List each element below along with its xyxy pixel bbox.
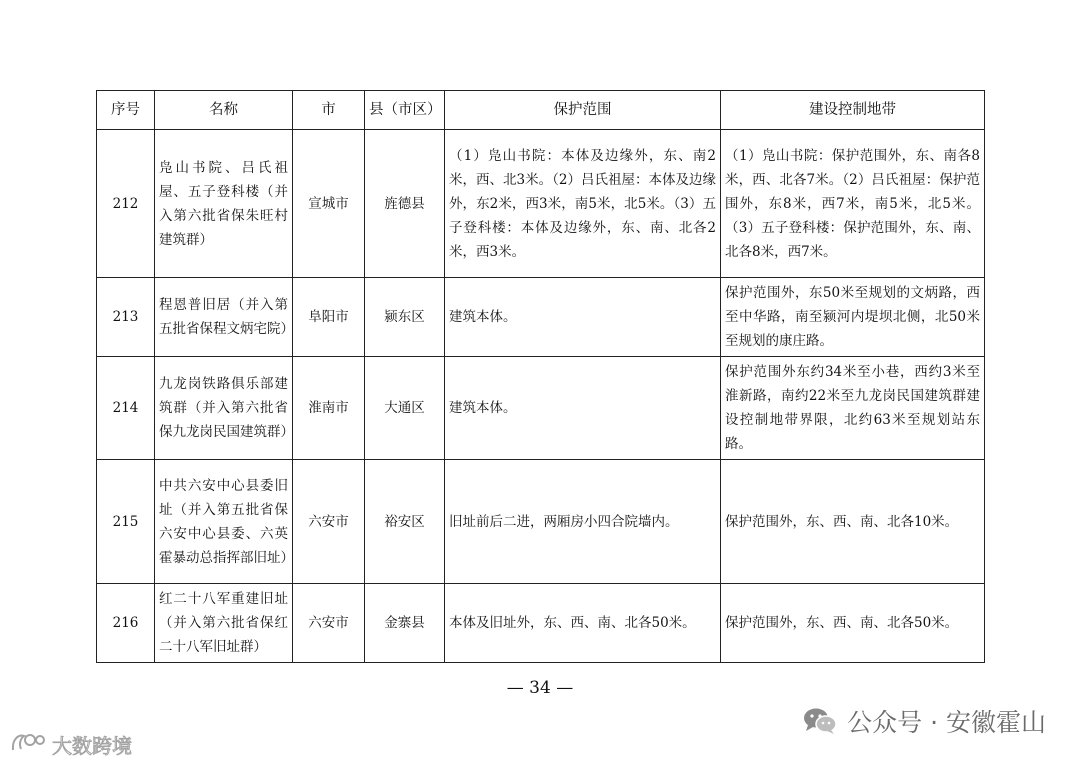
cell-no: 216 xyxy=(97,584,155,663)
cell-city: 淮南市 xyxy=(293,357,365,460)
cell-protection-scope: 建筑本体。 xyxy=(445,278,721,357)
table-row xyxy=(97,278,985,357)
cell-control-zone: 保护范围外，东、西、南、北各10米。 xyxy=(721,460,985,584)
cell-control-zone: 保护范围外东约34米至小巷，西约3米至淮新路，南约22米至九龙岗民国建筑群建设控制地带界限，北约63米至规划站东路。 xyxy=(721,357,985,460)
cell-control-zone: 保护范围外，东、西、南、北各50米。 xyxy=(721,584,985,663)
cell-no: 214 xyxy=(97,357,155,460)
cell-city: 六安市 xyxy=(293,584,365,663)
cell-protection-scope: 建筑本体。 xyxy=(445,357,721,460)
header-city: 市 xyxy=(293,91,365,130)
watermark-brand-text: 大数跨境 xyxy=(52,734,132,758)
watermark-brand xyxy=(10,730,132,759)
cell-no: 213 xyxy=(97,278,155,357)
relics-table xyxy=(96,90,985,663)
table-row xyxy=(97,130,985,278)
table-row xyxy=(97,357,985,460)
cell-name: 程恩普旧居（并入第五批省保程文炳宅院） xyxy=(155,278,293,357)
cell-control-zone: （1）凫山书院：保护范围外，东、南各8米，西、北各7米。（2）吕氏祖屋：保护范围外，东8米，西7米，南5米，北5米。（3）五子登科楼：保护范围外，东、南、北各8米，西7米。 xyxy=(721,130,985,278)
page-number: — 34 — xyxy=(506,678,574,698)
cell-county: 大通区 xyxy=(365,357,445,460)
cell-protection-scope: 旧址前后二进，两厢房小四合院墙内。 xyxy=(445,460,721,584)
header-no: 序号 xyxy=(97,91,155,130)
table-row xyxy=(97,584,985,663)
header-protection-scope: 保护范围 xyxy=(445,91,721,130)
cell-county: 颍东区 xyxy=(365,278,445,357)
cell-protection-scope: （1）凫山书院：本体及边缘外，东、南2米，西、北3米。（2）吕氏祖屋：本体及边缘外，东2米，西3米，南5米，北5米。（3）五子登科楼：本体及边缘外，东、南、北各2米，西3米。 xyxy=(445,130,721,278)
wechat-icon xyxy=(803,707,837,735)
cell-name: 中共六安中心县委旧址（并入第五批省保六安中心县委、六英霍暴动总指挥部旧址） xyxy=(155,460,293,584)
table-header-row xyxy=(97,91,985,130)
header-control-zone: 建设控制地带 xyxy=(721,91,985,130)
cell-no: 215 xyxy=(97,460,155,584)
cell-city: 宣城市 xyxy=(293,130,365,278)
watermark-wechat-text: 公众号 · 安徽霍山 xyxy=(847,708,1046,737)
header-county: 县（市区） xyxy=(365,91,445,130)
cell-no: 212 xyxy=(97,130,155,278)
cell-city: 阜阳市 xyxy=(293,278,365,357)
cell-control-zone: 保护范围外，东50米至规划的文炳路，西至中华路，南至颍河内堤坝北侧，北50米至规划的康庄路。 xyxy=(721,278,985,357)
cell-county: 裕安区 xyxy=(365,460,445,584)
cell-name: 九龙岗铁路俱乐部建筑群（并入第六批省保九龙岗民国建筑群） xyxy=(155,357,293,460)
cell-city: 六安市 xyxy=(293,460,365,584)
cell-county: 金寨县 xyxy=(365,584,445,663)
cell-name: 凫山书院、吕氏祖屋、五子登科楼（并入第六批省保朱旺村建筑群） xyxy=(155,130,293,278)
table-row xyxy=(97,460,985,584)
header-name: 名称 xyxy=(155,91,293,130)
watermark-wechat xyxy=(803,703,1046,739)
logo-icon xyxy=(10,730,46,759)
cell-county: 旌德县 xyxy=(365,130,445,278)
cell-protection-scope: 本体及旧址外，东、西、南、北各50米。 xyxy=(445,584,721,663)
cell-name: 红二十八军重建旧址（并入第六批省保红二十八军旧址群） xyxy=(155,584,293,663)
